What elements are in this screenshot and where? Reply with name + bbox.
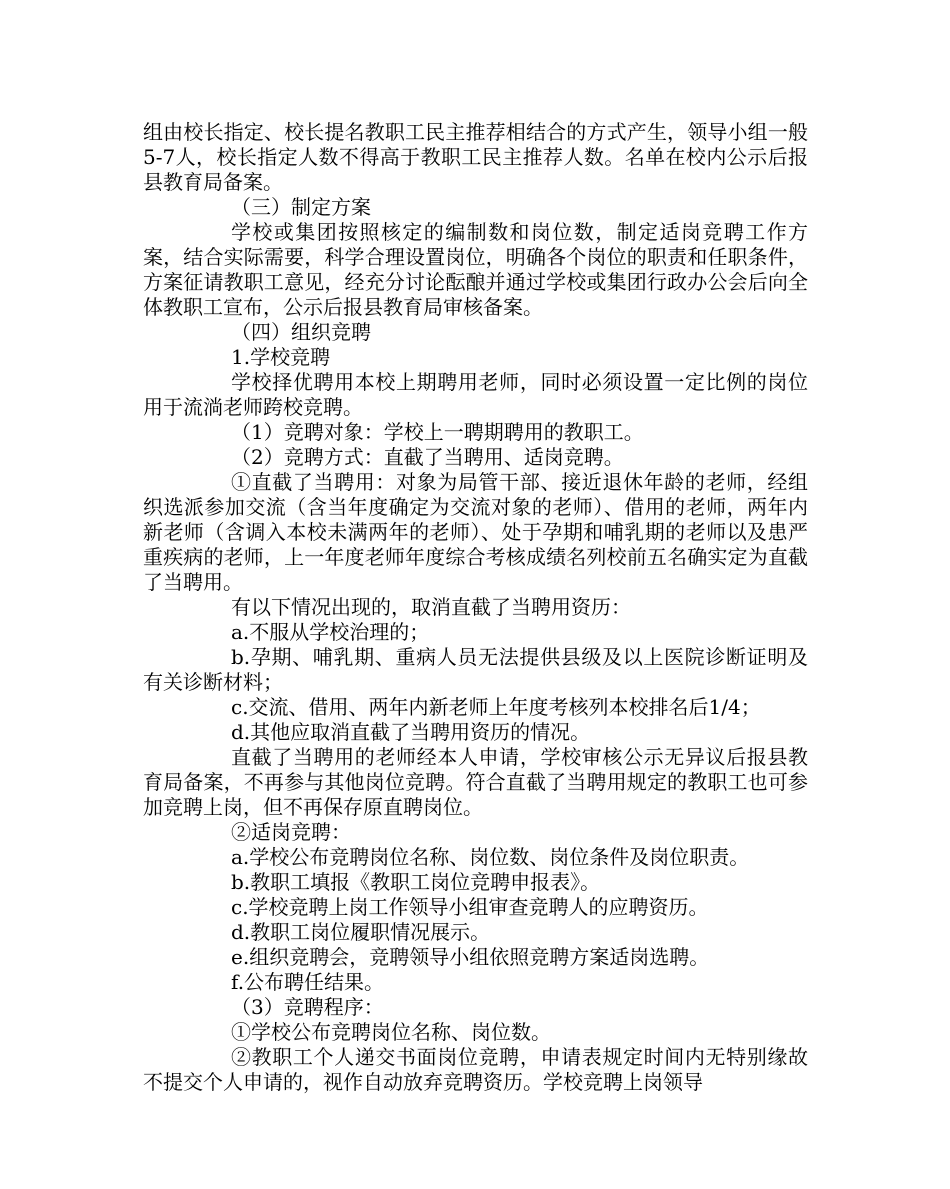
paragraph-direct-hire: ①直截了当聘用：对象为局管干部、接近退休年龄的老师，经组织选派参加交流（含当年度确定为交流对象的老师）、借用的老师，两年内新老师（含调入本校未满两年的老师）、处于孕期和哺乳期的老师以及患严重疾病的老师，上一年度老师年度综合考核成绩名列校前五名确实定为直截了当聘用。: [143, 470, 808, 594]
procedure-step-2: ②教职工个人递交书面岗位竞聘，申请表规定时间内无特别缘故不提交个人申请的，视作自动放弃竞聘资历。学校竞聘上岗领导: [143, 1045, 808, 1094]
paragraph-school-competition: 学校择优聘用本校上期聘用老师，同时必须设置一定比例的岗位用于流淌老师跨校竞聘。: [143, 370, 808, 419]
list-item-suitable-f: f.公布聘任结果。: [231, 970, 385, 994]
list-item-suitable-e: e.组织竞聘会，竞聘领导小组依照竞聘方案适岗选聘。: [231, 945, 710, 969]
heading-formulate-plan: （三）制定方案: [231, 195, 371, 219]
paragraph-competition-target: （1）竞聘对象：学校上一聘期聘用的教职工。: [231, 420, 644, 444]
paragraph-competition-method: （2）竞聘方式：直截了当聘用、适岗竞聘。: [231, 445, 624, 469]
list-item-suitable-b: b.教职工填报《教职工岗位竞聘申报表》。: [231, 870, 601, 894]
heading-organize-competition: （四）组织竞聘: [231, 320, 371, 344]
paragraph-plan: 学校或集团按照核定的编制数和岗位数，制定适岗竞聘工作方案，结合实际需要，科学合理设置岗位，明确各个岗位的职责和任职条件，方案征请教职工意见，经充分讨论酝酿并通过学校或集团行政办公会后向全体教职工宣布，公示后报县教育局审核备案。: [143, 220, 808, 319]
list-item-suitable-c: c.学校竞聘上岗工作领导小组审查竞聘人的应聘资历。: [231, 895, 709, 919]
document-body: [143, 120, 808, 1095]
procedure-step-1: ①学校公布竞聘岗位名称、岗位数。: [231, 1020, 551, 1044]
list-item-suitable-a: a.学校公布竞聘岗位名称、岗位数、岗位条件及岗位职责。: [231, 845, 750, 869]
list-item-c: c.交流、借用、两年内新老师上年度考核列本校排名后1/4；: [231, 695, 761, 719]
list-item-d: d.其他应取消直截了当聘用资历的情况。: [231, 720, 591, 744]
list-item-a: a.不服从学校治理的；: [231, 620, 430, 644]
paragraph-leadership-group: 组由校长指定、校长提名教职工民主推荐相结合的方式产生，领导小组一般5-7人，校长指定人数不得高于教职工民主推荐人数。名单在校内公示后报县教育局备案。: [143, 120, 808, 194]
list-item-b: b.孕期、哺乳期、重病人员无法提供县级及以上医院诊断证明及有关诊断材料；: [143, 645, 808, 694]
paragraph-cancel-conditions: 有以下情况出现的，取消直截了当聘用资历：: [231, 595, 631, 619]
heading-school-competition: 1.学校竞聘: [231, 345, 331, 369]
heading-competition-procedure: （3）竞聘程序：: [231, 995, 384, 1019]
list-item-suitable-d: d.教职工岗位履职情况展示。: [231, 920, 491, 944]
heading-suitable-competition: ②适岗竞聘：: [231, 820, 351, 844]
paragraph-direct-hire-application: 直截了当聘用的老师经本人申请，学校审核公示无异议后报县教育局备案，不再参与其他岗位竞聘。符合直截了当聘用规定的教职工也可参加竞聘上岗，但不再保存原直聘岗位。: [143, 745, 808, 819]
